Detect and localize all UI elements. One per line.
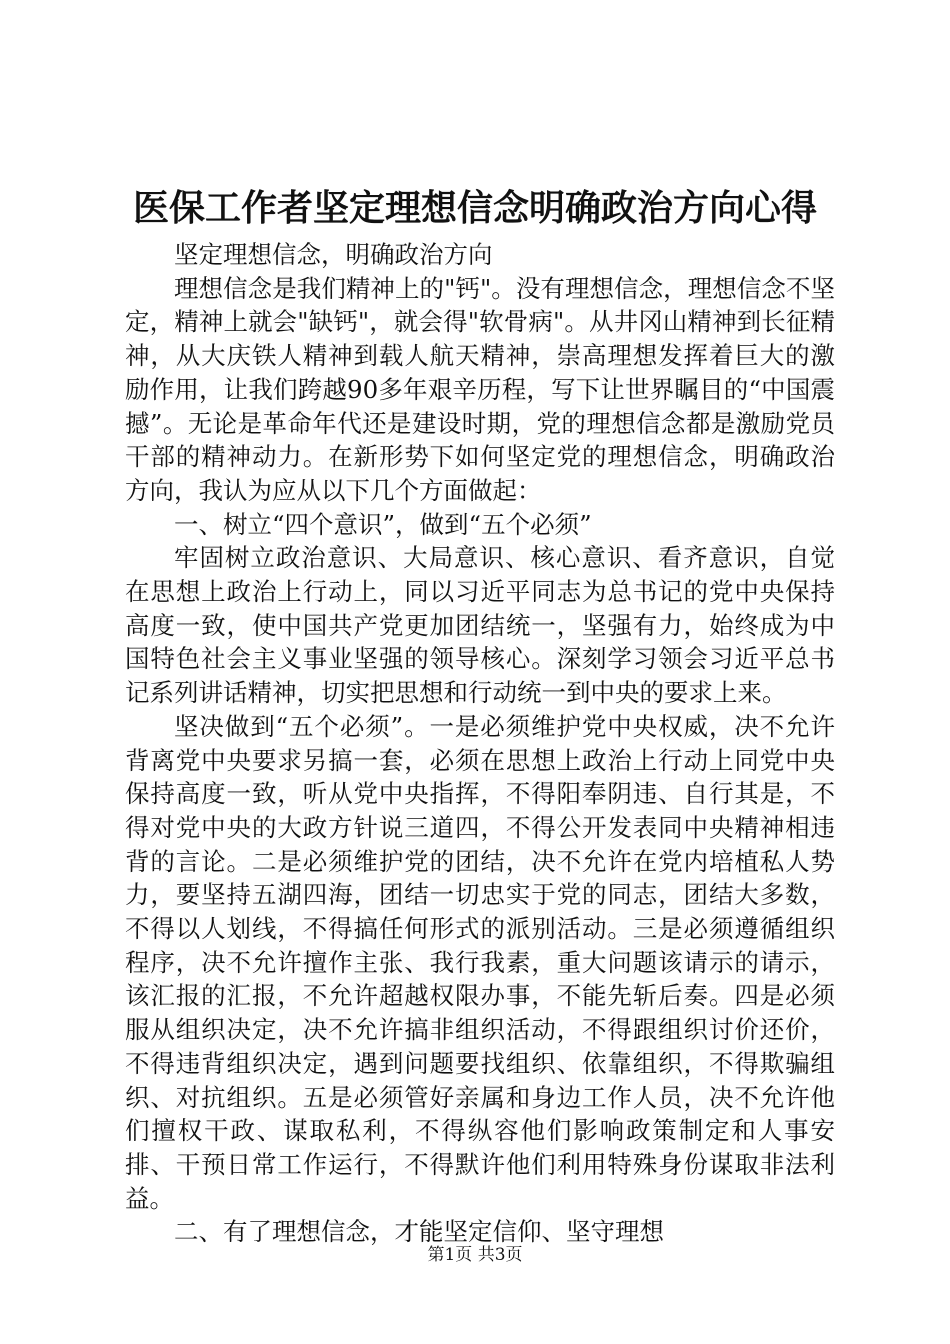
section-heading: 二、有了理想信念，才能坚定信仰、坚守理想 <box>174 1217 664 1247</box>
paragraph: 坚决做到“五个必须”。一是必须维护党中央权威，决不允许背离党中央要求另搞一套，必须在思想上政治上行动上同党中央保持高度一致，听从党中央指挥，不得阳奉阴违、自行其是，不得对党中央的大政方针说三道四，不得公开发表同中央精神相违背的言论。二是必须维护党的团结，决不允许在党内培植私人势力，要坚持五湖四海，团结一切忠实于党的同志，团结大多数，不得以人划线，不得搞任何形式的派别活动。三是必须遵循组织程序，决不允许擅作主张、我行我素，重大问题该请示的请示，该汇报的汇报，不允许超越权限办事，不能先斩后奏。四是必须服从组织决定，决不允许搞非组织活动，不得跟组织讨价还价，不得违背组织决定，遇到问题要找组织、依靠组织，不得欺骗组织、对抗组织。五是必须管好亲属和身边工作人员，决不允许他们擅权干政、谋取私利，不得纵容他们影响政策制定和人事安排、干预日常工作运行，不得默许他们利用特殊身份谋取非法利益。 <box>125 711 835 1213</box>
paragraph: 理想信念是我们精神上的"钙"。没有理想信念，理想信念不坚定，精神上就会"缺钙"，就会得"软骨病"。从井冈山精神到长征精神，从大庆铁人精神到载人航天精神，崇高理想发挥着巨大的激励作用，让我们跨越90多年艰辛历程，写下让世界瞩目的“中国震撼”。无论是革命年代还是建设时期，党的理想信念都是激励党员干部的精神动力。在新形势下如何坚定党的理想信念，明确政治方向，我认为应从以下几个方面做起： <box>125 273 835 505</box>
page-number-footer: 第1页 共3页 <box>427 1245 523 1265</box>
document-body <box>125 238 835 1249</box>
document-title: 医保工作者坚定理想信念明确政治方向心得 <box>132 187 817 229</box>
section-heading: 坚定理想信念，明确政治方向 <box>174 240 493 269</box>
section-heading: 一、树立“四个意识”，做到“五个必须” <box>174 509 592 539</box>
paragraph: 牢固树立政治意识、大局意识、核心意识、看齐意识，自觉在思想上政治上行动上，同以习近平同志为总书记的党中央保持高度一致，使中国共产党更加团结统一，坚强有力，始终成为中国特色社会主义事业坚强的领导核心。深刻学习领会习近平总书记系列讲话精神，切实把思想和行动统一到中央的要求上来。 <box>125 543 835 708</box>
